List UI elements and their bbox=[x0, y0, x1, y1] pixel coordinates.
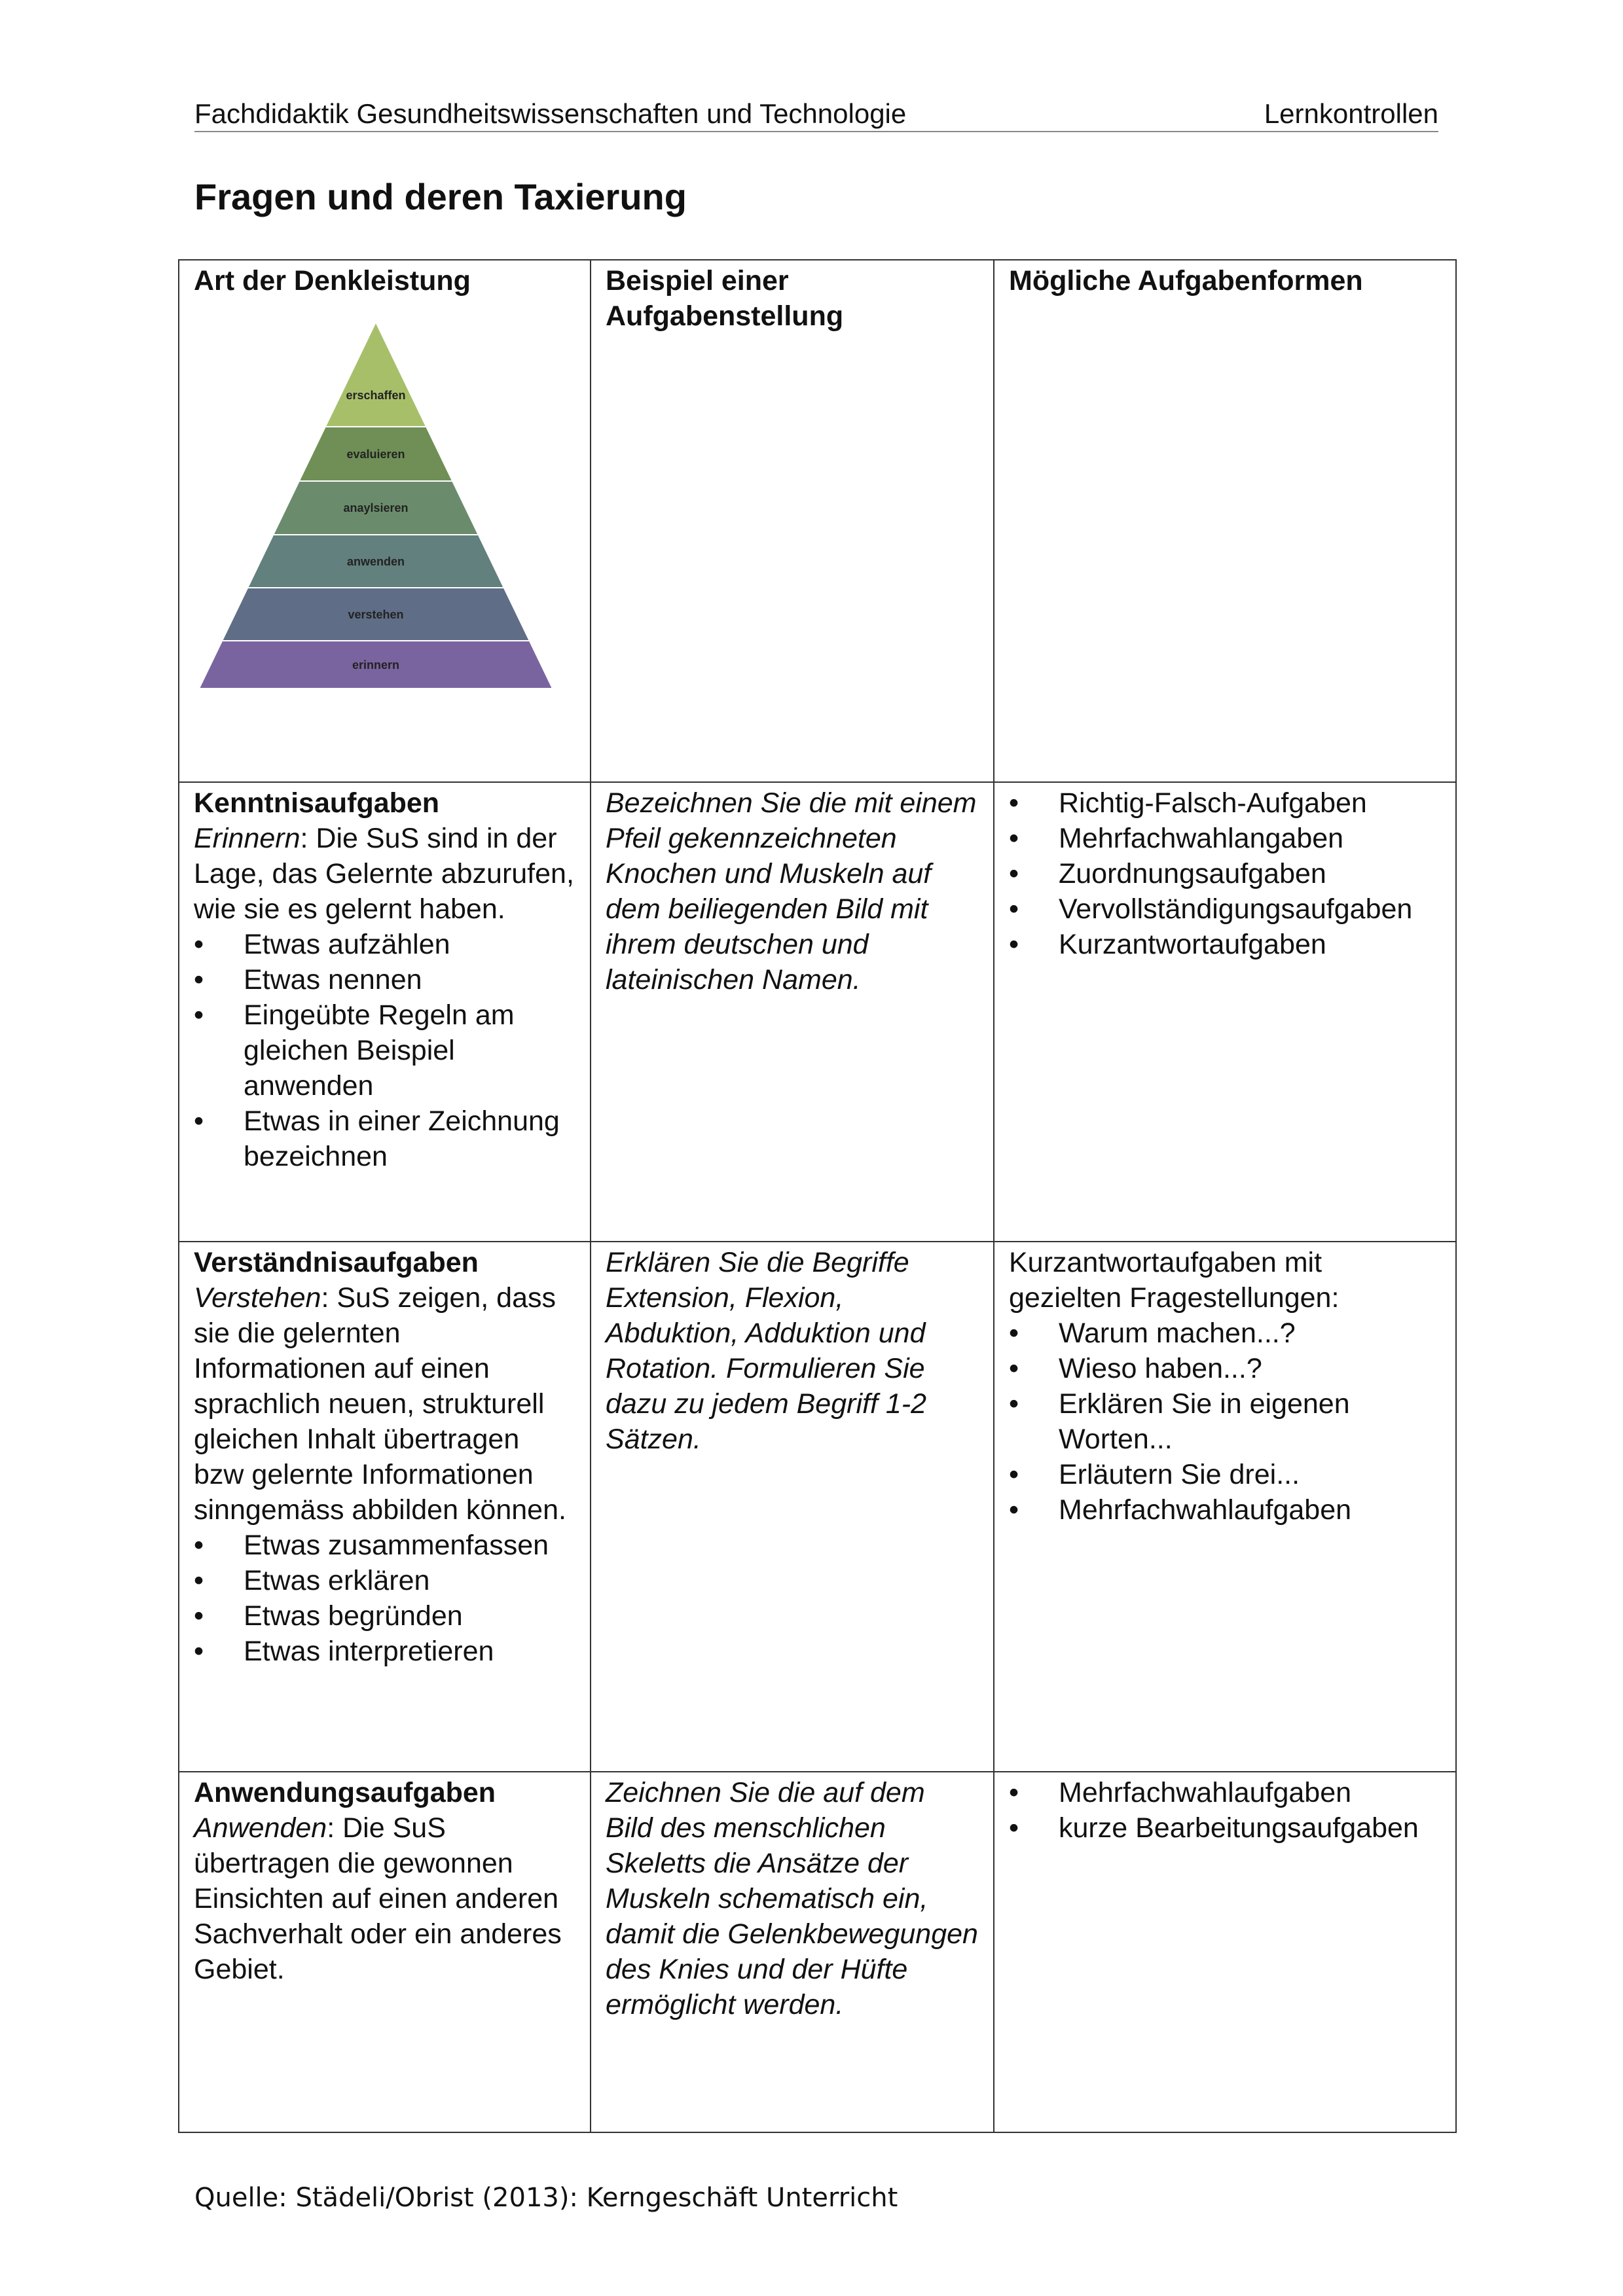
forms-cell bbox=[994, 782, 1456, 1242]
header-cell-formen bbox=[994, 260, 1456, 782]
list-item-text: Warum machen...? bbox=[1059, 1318, 1296, 1349]
list-item bbox=[1009, 1351, 1441, 1386]
bullet-icon: • bbox=[194, 1530, 204, 1561]
forms-intro: Kurzantwortaufgaben mit gezielten Fragestellungen: bbox=[1009, 1247, 1340, 1314]
list-item bbox=[1009, 1810, 1441, 1846]
row-term: Anwenden bbox=[194, 1812, 327, 1844]
example-text: Zeichnen Sie die auf dem Bild des menschlichen Skeletts die Ansätze der Muskeln schematisch ein, damit die Gelenkbewegungen des Knies und der Hüfte ermöglicht werden. bbox=[606, 1777, 978, 2020]
row-description bbox=[194, 821, 575, 927]
row-title: Anwendungsaufgaben bbox=[194, 1777, 496, 1808]
example-cell bbox=[591, 782, 994, 1242]
list-item bbox=[1009, 891, 1441, 927]
list-item bbox=[194, 1103, 575, 1174]
list-item-text: Richtig-Falsch-Aufgaben bbox=[1059, 787, 1367, 819]
row-description bbox=[194, 1810, 575, 1987]
list-item bbox=[1009, 1316, 1441, 1351]
list-item bbox=[1009, 1492, 1441, 1528]
denkleistung-cell bbox=[179, 1242, 591, 1772]
list-item bbox=[1009, 1457, 1441, 1492]
header-course: Fachdidaktik Gesundheitswissenschaften und Technologie bbox=[194, 98, 907, 129]
forms-cell bbox=[994, 1242, 1456, 1772]
list-item bbox=[1009, 785, 1441, 821]
list-item-text: Etwas in einer Zeichnung bezeichnen bbox=[244, 1105, 560, 1172]
bullet-icon: • bbox=[194, 1636, 204, 1667]
pyramid-label: anwenden bbox=[346, 554, 405, 568]
bullet-icon: • bbox=[194, 929, 204, 960]
pyramid-label: verstehen bbox=[348, 607, 404, 621]
column-header: Beispiel einer Aufgabenstellung bbox=[606, 265, 844, 332]
list-item-text: Kurzantwortaufgaben bbox=[1059, 929, 1326, 960]
bullet-icon: • bbox=[1009, 787, 1019, 819]
row-desc-text: : SuS zeigen, dass sie die gelernten Informationen auf einen sprachlich neuen, strukturell gleichen Inhalt übertragen bzw gelernte Informationen sinngemäss abbilden können. bbox=[194, 1282, 566, 1526]
bullet-icon: • bbox=[1009, 1812, 1019, 1844]
row-bullets bbox=[194, 1528, 575, 1669]
list-item-text: Wieso haben...? bbox=[1059, 1353, 1262, 1384]
header-cell-denkleistung bbox=[179, 260, 591, 782]
example-cell bbox=[591, 1242, 994, 1772]
bullet-icon: • bbox=[1009, 1318, 1019, 1349]
page-header bbox=[194, 97, 1438, 132]
bullet-icon: • bbox=[194, 1600, 204, 1632]
list-item-text: Etwas zusammenfassen bbox=[244, 1530, 549, 1561]
list-item-text: Etwas nennen bbox=[244, 964, 422, 996]
list-item bbox=[194, 1528, 575, 1563]
taxonomy-table bbox=[178, 259, 1457, 2133]
example-text: Bezeichnen Sie die mit einem Pfeil gekennzeichneten Knochen und Muskeln auf dem beiliegenden Bild mit ihrem deutschen und lateinischen Namen. bbox=[606, 787, 977, 996]
bullet-icon: • bbox=[1009, 929, 1019, 960]
pyramid-label: erinnern bbox=[352, 658, 400, 672]
table-row bbox=[179, 1242, 1456, 1772]
list-item bbox=[194, 1563, 575, 1598]
list-item-text: Etwas begründen bbox=[244, 1600, 463, 1632]
bullet-icon: • bbox=[1009, 893, 1019, 925]
bullet-icon: • bbox=[1009, 1459, 1019, 1490]
header-topic: Lernkontrollen bbox=[1264, 98, 1438, 129]
column-header: Art der Denkleistung bbox=[194, 265, 471, 296]
pyramid-label: anaylsieren bbox=[343, 501, 409, 514]
list-item-text: Erläutern Sie drei... bbox=[1059, 1459, 1300, 1490]
list-item-text: Etwas interpretieren bbox=[244, 1636, 494, 1667]
row-desc-text: : Die SuS sind in der Lage, das Gelernte abzurufen, wie sie es gelernt haben. bbox=[194, 823, 574, 925]
list-item bbox=[194, 997, 575, 1103]
list-item-text: Eingeübte Regeln am gleichen Beispiel anwenden bbox=[244, 999, 515, 1102]
example-text: Erklären Sie die Begriffe Extension, Flexion, Abduktion, Adduktion und Rotation. Formulieren Sie dazu zu jedem Begriff 1-2 Sätzen. bbox=[606, 1247, 926, 1455]
bullet-icon: • bbox=[1009, 823, 1019, 854]
list-item bbox=[1009, 1386, 1441, 1457]
bullet-icon: • bbox=[1009, 1353, 1019, 1384]
list-item-text: Mehrfachwahlangaben bbox=[1059, 823, 1344, 854]
row-bullets bbox=[194, 927, 575, 1174]
row-title: Kenntnisaufgaben bbox=[194, 787, 440, 819]
bullet-icon: • bbox=[1009, 1494, 1019, 1526]
forms-list bbox=[1009, 1316, 1441, 1528]
forms-list bbox=[1009, 1775, 1441, 1846]
list-item bbox=[194, 1634, 575, 1669]
row-title: Verständnisaufgaben bbox=[194, 1247, 479, 1278]
bullet-icon: • bbox=[194, 1565, 204, 1596]
denkleistung-cell bbox=[179, 1772, 591, 2132]
bullet-icon: • bbox=[194, 999, 204, 1031]
list-item bbox=[194, 962, 575, 997]
table-header-row bbox=[179, 260, 1456, 782]
row-description bbox=[194, 1280, 575, 1528]
list-item-text: Mehrfachwahlaufgaben bbox=[1059, 1777, 1352, 1808]
row-desc-text: : Die SuS übertragen die gewonnen Einsichten auf einen anderen Sachverhalt oder ein anderes Gebiet. bbox=[194, 1812, 562, 1985]
example-cell bbox=[591, 1772, 994, 2132]
list-item-text: Zuordnungsaufgaben bbox=[1059, 858, 1326, 889]
list-item bbox=[1009, 927, 1441, 962]
list-item bbox=[1009, 821, 1441, 856]
list-item-text: Mehrfachwahlaufgaben bbox=[1059, 1494, 1352, 1526]
list-item-text: Vervollständigungsaufgaben bbox=[1059, 893, 1413, 925]
bullet-icon: • bbox=[194, 964, 204, 996]
list-item-text: Erklären Sie in eigenen Worten... bbox=[1059, 1388, 1350, 1455]
list-item-text: Etwas aufzählen bbox=[244, 929, 450, 960]
pyramid-layer-erschaffen bbox=[325, 322, 426, 427]
source-citation: Quelle: Städeli/Obrist (2013): Kerngeschäft Unterricht bbox=[194, 2183, 898, 2213]
list-item bbox=[194, 927, 575, 962]
list-item bbox=[194, 1598, 575, 1634]
bloom-pyramid bbox=[199, 322, 553, 689]
row-term: Verstehen bbox=[194, 1282, 321, 1314]
list-item-text: Etwas erklären bbox=[244, 1565, 430, 1596]
list-item-text: kurze Bearbeitungsaufgaben bbox=[1059, 1812, 1419, 1844]
forms-list bbox=[1009, 785, 1441, 962]
column-header: Mögliche Aufgabenformen bbox=[1009, 265, 1363, 296]
denkleistung-cell bbox=[179, 782, 591, 1242]
header-cell-beispiel bbox=[591, 260, 994, 782]
page-title: Fragen und deren Taxierung bbox=[194, 176, 687, 217]
list-item bbox=[1009, 1775, 1441, 1810]
row-term: Erinnern bbox=[194, 823, 301, 854]
table-row bbox=[179, 782, 1456, 1242]
list-item bbox=[1009, 856, 1441, 891]
bullet-icon: • bbox=[1009, 1777, 1019, 1808]
pyramid-label: evaluieren bbox=[346, 447, 405, 461]
forms-cell bbox=[994, 1772, 1456, 2132]
table-row bbox=[179, 1772, 1456, 2132]
bullet-icon: • bbox=[194, 1105, 204, 1137]
bullet-icon: • bbox=[1009, 1388, 1019, 1420]
pyramid-label: erschaffen bbox=[346, 389, 406, 402]
bullet-icon: • bbox=[1009, 858, 1019, 889]
